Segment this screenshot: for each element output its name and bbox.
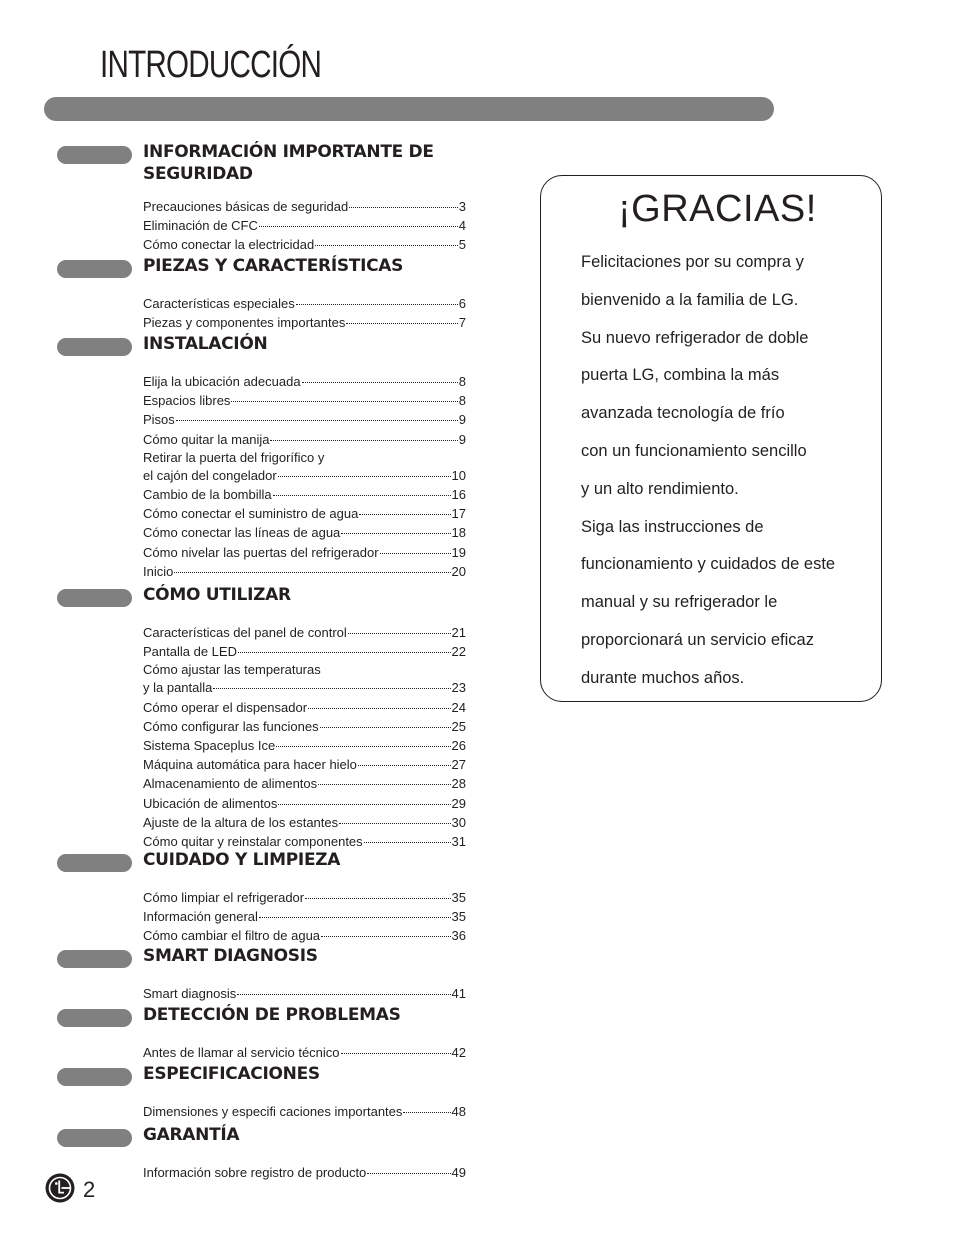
toc-entry-label: Ajuste de la altura de los estantes xyxy=(143,814,339,830)
thanks-line: durante muchos años. xyxy=(581,668,745,687)
toc-entry-page: 26 xyxy=(451,738,466,754)
toc-entry-page: 49 xyxy=(451,1165,466,1180)
dot-leader xyxy=(238,651,451,653)
toc-entry-page: 42 xyxy=(451,1045,466,1060)
toc-entry-label: Cómo limpiar el refrigerador xyxy=(143,890,305,905)
toc-entry-page: 18 xyxy=(451,525,466,541)
toc-entry-label: el cajón del congelador xyxy=(143,467,277,483)
toc-entry[interactable] xyxy=(143,907,466,926)
toc-entry-label: Cómo quitar la manija xyxy=(143,431,270,447)
toc-entry-label: Pantalla de LED xyxy=(143,644,237,660)
toc-entries xyxy=(143,1163,466,1182)
toc-entries xyxy=(143,623,466,851)
toc-entry-page: 20 xyxy=(451,563,466,579)
toc-entry-label: Información general xyxy=(143,909,258,925)
toc-entry-page: 41 xyxy=(451,986,466,1001)
toc-entry-label: Características especiales xyxy=(143,296,295,311)
dot-leader xyxy=(308,707,450,709)
toc-entry-label: Información sobre registro de producto xyxy=(143,1165,367,1180)
toc-entry-label: Máquina automática para hacer hielo xyxy=(143,757,357,773)
toc-entry-label: Smart diagnosis xyxy=(143,986,237,1001)
page-number: 2 xyxy=(83,1177,96,1202)
dot-leader xyxy=(339,822,450,824)
toc-entry-page: 16 xyxy=(451,487,466,503)
toc-entry-page: 6 xyxy=(458,296,466,311)
toc-entry-label: Precauciones básicas de seguridad xyxy=(143,199,349,214)
toc-entry[interactable] xyxy=(143,485,466,504)
toc-entry[interactable] xyxy=(143,1043,466,1062)
toc-entry-page: 31 xyxy=(451,834,466,850)
section-heading: SMART DIAGNOSIS xyxy=(143,946,318,966)
dot-leader xyxy=(278,475,451,477)
toc-entry-label: Cómo conectar el suministro de agua xyxy=(143,506,359,522)
toc-entry-label: Ubicación de alimentos xyxy=(143,795,278,811)
thanks-line: Felicitaciones por su compra y xyxy=(581,253,804,271)
toc-entry[interactable] xyxy=(143,372,466,391)
dot-leader xyxy=(364,841,451,843)
toc-entry-label: Inicio xyxy=(143,563,174,579)
toc-entry-label: Características del panel de control xyxy=(143,625,347,640)
toc-entry[interactable] xyxy=(143,235,466,254)
toc-entry-page: 36 xyxy=(451,928,466,944)
toc-entry-page: 5 xyxy=(458,237,466,253)
dot-leader xyxy=(341,1052,451,1054)
toc-entry[interactable] xyxy=(143,1102,466,1121)
toc-entry-page: 35 xyxy=(451,890,466,905)
toc-entry[interactable] xyxy=(143,888,466,907)
dot-leader xyxy=(231,400,457,402)
dot-leader xyxy=(276,745,450,747)
section-marker xyxy=(57,146,132,164)
toc-entry-label: Cómo nivelar las puertas del refrigerador xyxy=(143,544,379,560)
section-heading: GARANTÍA xyxy=(143,1125,240,1145)
toc-entry-label: Dimensiones y especifi caciones importantes xyxy=(143,1104,403,1119)
toc-entry[interactable] xyxy=(143,523,466,542)
toc-entry-page: 4 xyxy=(458,218,466,234)
toc-entry-label: Pisos xyxy=(143,412,175,428)
section-marker xyxy=(57,1068,132,1086)
toc-entry-page: 10 xyxy=(451,467,466,483)
toc-entry-label: Elija la ubicación adecuada xyxy=(143,374,301,389)
toc-entry-page: 7 xyxy=(458,315,466,331)
lg-logo-icon xyxy=(45,1173,75,1203)
dot-leader xyxy=(259,916,451,918)
toc-entries xyxy=(143,294,466,332)
dot-leader xyxy=(318,783,450,785)
toc-entry-page: 19 xyxy=(451,544,466,560)
section-heading: ESPECIFICACIONES xyxy=(143,1064,320,1084)
toc-entry-label: Espacios libres xyxy=(143,393,231,409)
toc-entry-page: 35 xyxy=(451,909,466,925)
section-marker xyxy=(57,950,132,968)
toc-entry[interactable] xyxy=(143,313,466,332)
toc-entries xyxy=(143,372,466,581)
toc-entry[interactable] xyxy=(143,678,466,697)
toc-entry[interactable] xyxy=(143,1163,466,1182)
toc-entry-page: 24 xyxy=(451,699,466,715)
section-marker xyxy=(57,1009,132,1027)
dot-leader xyxy=(321,935,451,937)
toc-entry[interactable] xyxy=(143,466,466,485)
toc-entry[interactable] xyxy=(143,216,466,235)
toc-entries xyxy=(143,1043,466,1062)
dot-leader xyxy=(273,494,451,496)
toc-entry[interactable] xyxy=(143,623,466,642)
thanks-box xyxy=(540,175,882,702)
section-marker xyxy=(57,589,132,607)
section-heading: CÓMO UTILIZAR xyxy=(143,585,291,605)
toc-entry-label: Almacenamiento de alimentos xyxy=(143,776,318,792)
toc-entry-page: 8 xyxy=(458,374,466,389)
toc-entry[interactable] xyxy=(143,430,466,449)
toc-entry-page: 17 xyxy=(451,506,466,522)
section-heading: PIEZAS Y CARACTERÍSTICAS xyxy=(143,256,404,276)
thanks-line: proporcionará un servicio eficaz xyxy=(581,630,814,649)
toc-entry-page: 9 xyxy=(458,431,466,447)
toc-entry[interactable] xyxy=(143,774,466,793)
toc-entry-page: 27 xyxy=(451,757,466,773)
section-marker xyxy=(57,338,132,356)
toc-entry-page: 30 xyxy=(451,814,466,830)
dot-leader xyxy=(302,381,458,383)
section-marker xyxy=(57,1129,132,1147)
thanks-line: y un alto rendimiento. xyxy=(581,479,739,498)
toc-entry-label: Cómo conectar la electricidad xyxy=(143,237,315,253)
dot-leader xyxy=(315,244,458,246)
dot-leader xyxy=(174,571,450,573)
thanks-line: funcionamiento y cuidados de este xyxy=(581,555,836,574)
toc-entry-page: 48 xyxy=(451,1104,466,1119)
dot-leader xyxy=(359,513,450,515)
toc-entry[interactable] xyxy=(143,197,466,216)
thanks-line: avanzada tecnología de frío xyxy=(581,404,785,423)
thanks-line: Siga las instrucciones de xyxy=(581,517,764,536)
toc-entry-label: Cambio de la bombilla xyxy=(143,487,272,503)
section-heading: INFORMACIÓN IMPORTANTE DE SEGURIDAD xyxy=(143,142,434,184)
toc-entry-label: Sistema Spaceplus Ice xyxy=(143,738,276,754)
toc-entries xyxy=(143,888,466,946)
dot-leader xyxy=(346,322,457,324)
toc-entry-label: Cómo quitar y reinstalar componentes xyxy=(143,834,363,850)
toc-entries xyxy=(143,984,466,1003)
toc-entry-page: 25 xyxy=(451,718,466,734)
toc-entry-page: 3 xyxy=(458,199,466,214)
thanks-line: manual y su refrigerador le xyxy=(581,593,778,612)
toc-entry-page: 28 xyxy=(451,776,466,792)
dot-leader xyxy=(259,225,458,227)
toc-entry-page: 22 xyxy=(451,644,466,660)
toc-entry-label: Antes de llamar al servicio técnico xyxy=(143,1045,340,1060)
toc-entry-label: y la pantalla xyxy=(143,680,213,696)
thanks-body xyxy=(581,244,871,698)
toc-entry-label: Eliminación de CFC xyxy=(143,218,258,234)
toc-entry-label: Piezas y componentes importantes xyxy=(143,315,346,331)
toc-entries xyxy=(143,1102,466,1121)
thanks-title: ¡GRACIAS! xyxy=(618,188,817,230)
toc-entries xyxy=(143,197,466,255)
toc-entry[interactable] xyxy=(143,410,466,429)
dot-leader xyxy=(367,1172,450,1174)
toc-entry-first-line: Cómo ajustar las temperaturas xyxy=(143,662,321,678)
toc-entry[interactable] xyxy=(143,926,466,945)
section-marker xyxy=(57,854,132,872)
dot-leader xyxy=(320,726,451,728)
toc-entry[interactable] xyxy=(143,813,466,832)
toc-entry-page: 29 xyxy=(451,795,466,811)
thanks-line: Su nuevo refrigerador de doble xyxy=(581,328,809,347)
toc-entry[interactable] xyxy=(143,736,466,755)
section-marker xyxy=(57,260,132,278)
toc-entry[interactable] xyxy=(143,543,466,562)
toc-entry[interactable] xyxy=(143,504,466,523)
dot-leader xyxy=(237,993,450,995)
dot-leader xyxy=(341,532,450,534)
toc-entry-label: Cómo configurar las funciones xyxy=(143,718,319,734)
toc-entry[interactable] xyxy=(143,391,466,410)
toc-entry[interactable] xyxy=(143,984,466,1003)
section-heading: CUIDADO Y LIMPIEZA xyxy=(143,850,341,870)
toc-entry-page: 21 xyxy=(451,625,466,640)
dot-leader xyxy=(348,632,451,634)
thanks-line: puerta LG, combina la más xyxy=(581,366,780,385)
dot-leader xyxy=(305,897,450,899)
thanks-line: bienvenido a la familia de LG. xyxy=(581,290,799,309)
toc-entry-label: Cómo conectar las líneas de agua xyxy=(143,525,341,541)
page-title: INTRODUCCIÓN xyxy=(100,44,322,86)
toc-entry-label: Cómo operar el dispensador xyxy=(143,699,308,715)
toc-entry-page: 9 xyxy=(458,412,466,428)
toc-entry[interactable] xyxy=(143,642,466,661)
toc-entry-page: 8 xyxy=(458,393,466,409)
toc-entry[interactable] xyxy=(143,717,466,736)
toc-entry-label: Cómo cambiar el filtro de agua xyxy=(143,928,321,944)
dot-leader xyxy=(403,1111,450,1113)
section-heading: DETECCIÓN DE PROBLEMAS xyxy=(143,1005,401,1025)
toc-entry[interactable] xyxy=(143,294,466,313)
toc-entry[interactable] xyxy=(143,755,466,774)
toc-entry[interactable] xyxy=(143,562,466,581)
toc-entry[interactable] xyxy=(143,698,466,717)
dot-leader xyxy=(349,206,458,208)
section-heading: INSTALACIÓN xyxy=(143,334,268,354)
dot-leader xyxy=(278,803,450,805)
toc-entry-first-line: Retirar la puerta del frigorífico y xyxy=(143,449,325,465)
dot-leader xyxy=(213,687,450,689)
toc-entry[interactable] xyxy=(143,794,466,813)
dot-leader xyxy=(176,419,458,421)
dot-leader xyxy=(296,303,458,305)
thanks-line: con un funcionamiento sencillo xyxy=(581,441,807,460)
dot-leader xyxy=(380,552,451,554)
toc-entry-page: 23 xyxy=(451,680,466,696)
dot-leader xyxy=(270,439,457,441)
dot-leader xyxy=(358,764,451,766)
